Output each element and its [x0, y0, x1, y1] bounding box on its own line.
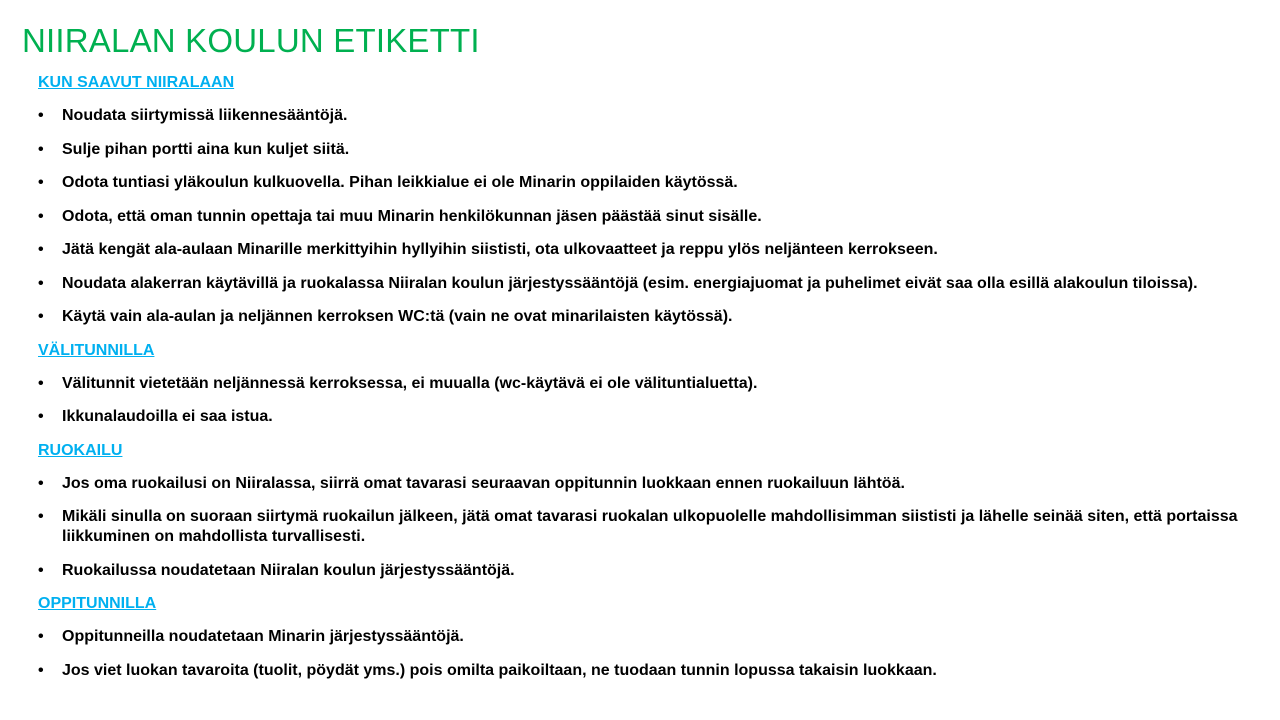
section-heading-link[interactable]: RUOKAILU: [38, 441, 123, 459]
list-item-text: Ikkunalaudoilla ei saa istua.: [62, 408, 273, 425]
list-item: [38, 561, 1260, 581]
bullet-list: [38, 474, 1260, 581]
list-item: [38, 240, 1260, 260]
list-item: [38, 140, 1260, 160]
list-item: [38, 507, 1260, 547]
list-item: [38, 106, 1260, 126]
bullet-icon: •: [38, 374, 44, 392]
list-item: [38, 307, 1260, 327]
list-item-text: Noudata alakerran käytävillä ja ruokalassa Niiralan koulun järjestyssääntöjä (esim. energiajuomat ja puhelimet eivät saa olla esillä alakoulun tiloissa).: [62, 274, 1198, 292]
bullet-icon: •: [38, 561, 44, 579]
bullet-icon: •: [38, 274, 44, 292]
bullet-icon: •: [38, 207, 44, 225]
section: [38, 594, 1260, 681]
list-item-text: Jätä kengät ala-aulaan Minarille merkittyihin hyllyihin siististi, ota ulkovaatteet ja reppu ylös neljänteen kerrokseen.: [62, 241, 938, 258]
list-item-text: Jos viet luokan tavaroita (tuolit, pöydät yms.) pois omilta paikoiltaan, ne tuodaan tunnin lopussa takaisin luokkaan.: [62, 661, 937, 679]
bullet-icon: •: [38, 308, 44, 325]
list-item-text: Noudata siirtymissä liikennesääntöjä.: [62, 107, 348, 124]
bullet-list: [38, 374, 1260, 428]
list-item-text: Odota, että oman tunnin opettaja tai muu Minarin henkilökunnan jäsen päästää sinut sisälle.: [62, 207, 762, 225]
bullet-list: [38, 627, 1260, 681]
list-item-text: Mikäli sinulla on suoraan siirtymä ruokailun jälkeen, jätä omat tavarasi ruokalan ulkopuolelle mahdollisimman siististi ja lähelle seinää siten, että portaissa liikkuminen on mahdollista turvallisesti.: [62, 508, 1238, 545]
section: [38, 73, 1260, 327]
list-item: [38, 274, 1260, 294]
list-item-text: Käytä vain ala-aulan ja neljännen kerroksen WC:tä (vain ne ovat minarilaisten käytössä).: [62, 308, 733, 325]
list-item-text: Odota tuntiasi yläkoulun kulkuovella. Pihan leikkialue ei ole Minarin oppilaiden käytössä.: [62, 174, 738, 191]
list-item: [38, 474, 1260, 494]
list-item: [38, 627, 1260, 647]
section: [38, 341, 1260, 428]
section-heading-link[interactable]: KUN SAAVUT NIIRALAAN: [38, 74, 235, 91]
bullet-icon: •: [38, 241, 44, 258]
page-title: NIIRALAN KOULUN ETIKETTI: [22, 22, 480, 59]
list-item-text: Ruokailussa noudatetaan Niiralan koulun järjestyssääntöjä.: [62, 561, 515, 579]
list-item-text: Jos oma ruokailusi on Niiralassa, siirrä omat tavarasi seuraavan oppitunnin luokkaan ennen ruokailuun lähtöä.: [62, 474, 905, 492]
section-heading-link[interactable]: OPPITUNNILLA: [38, 595, 157, 612]
bullet-icon: •: [38, 140, 44, 158]
list-item: [38, 374, 1260, 394]
list-item: [38, 173, 1260, 193]
bullet-icon: •: [38, 174, 44, 191]
list-item: [38, 661, 1260, 681]
list-item-text: Oppitunneilla noudatetaan Minarin järjestyssääntöjä.: [62, 628, 464, 645]
list-item: [38, 407, 1260, 427]
list-item: [38, 207, 1260, 227]
bullet-icon: •: [38, 508, 44, 525]
bullet-list: [38, 106, 1260, 327]
slide-content: [38, 73, 1260, 694]
section: [38, 441, 1260, 581]
list-item-text: Sulje pihan portti aina kun kuljet siitä.: [62, 140, 350, 158]
bullet-icon: •: [38, 408, 44, 425]
sections-container: [38, 73, 1260, 681]
section-heading-link[interactable]: VÄLITUNNILLA: [38, 341, 155, 359]
bullet-icon: •: [38, 107, 44, 124]
bullet-icon: •: [38, 628, 44, 645]
bullet-icon: •: [38, 661, 44, 679]
list-item-text: Välitunnit vietetään neljännessä kerroksessa, ei muualla (wc-käytävä ei ole välituntialuetta).: [62, 374, 758, 392]
bullet-icon: •: [38, 474, 44, 492]
